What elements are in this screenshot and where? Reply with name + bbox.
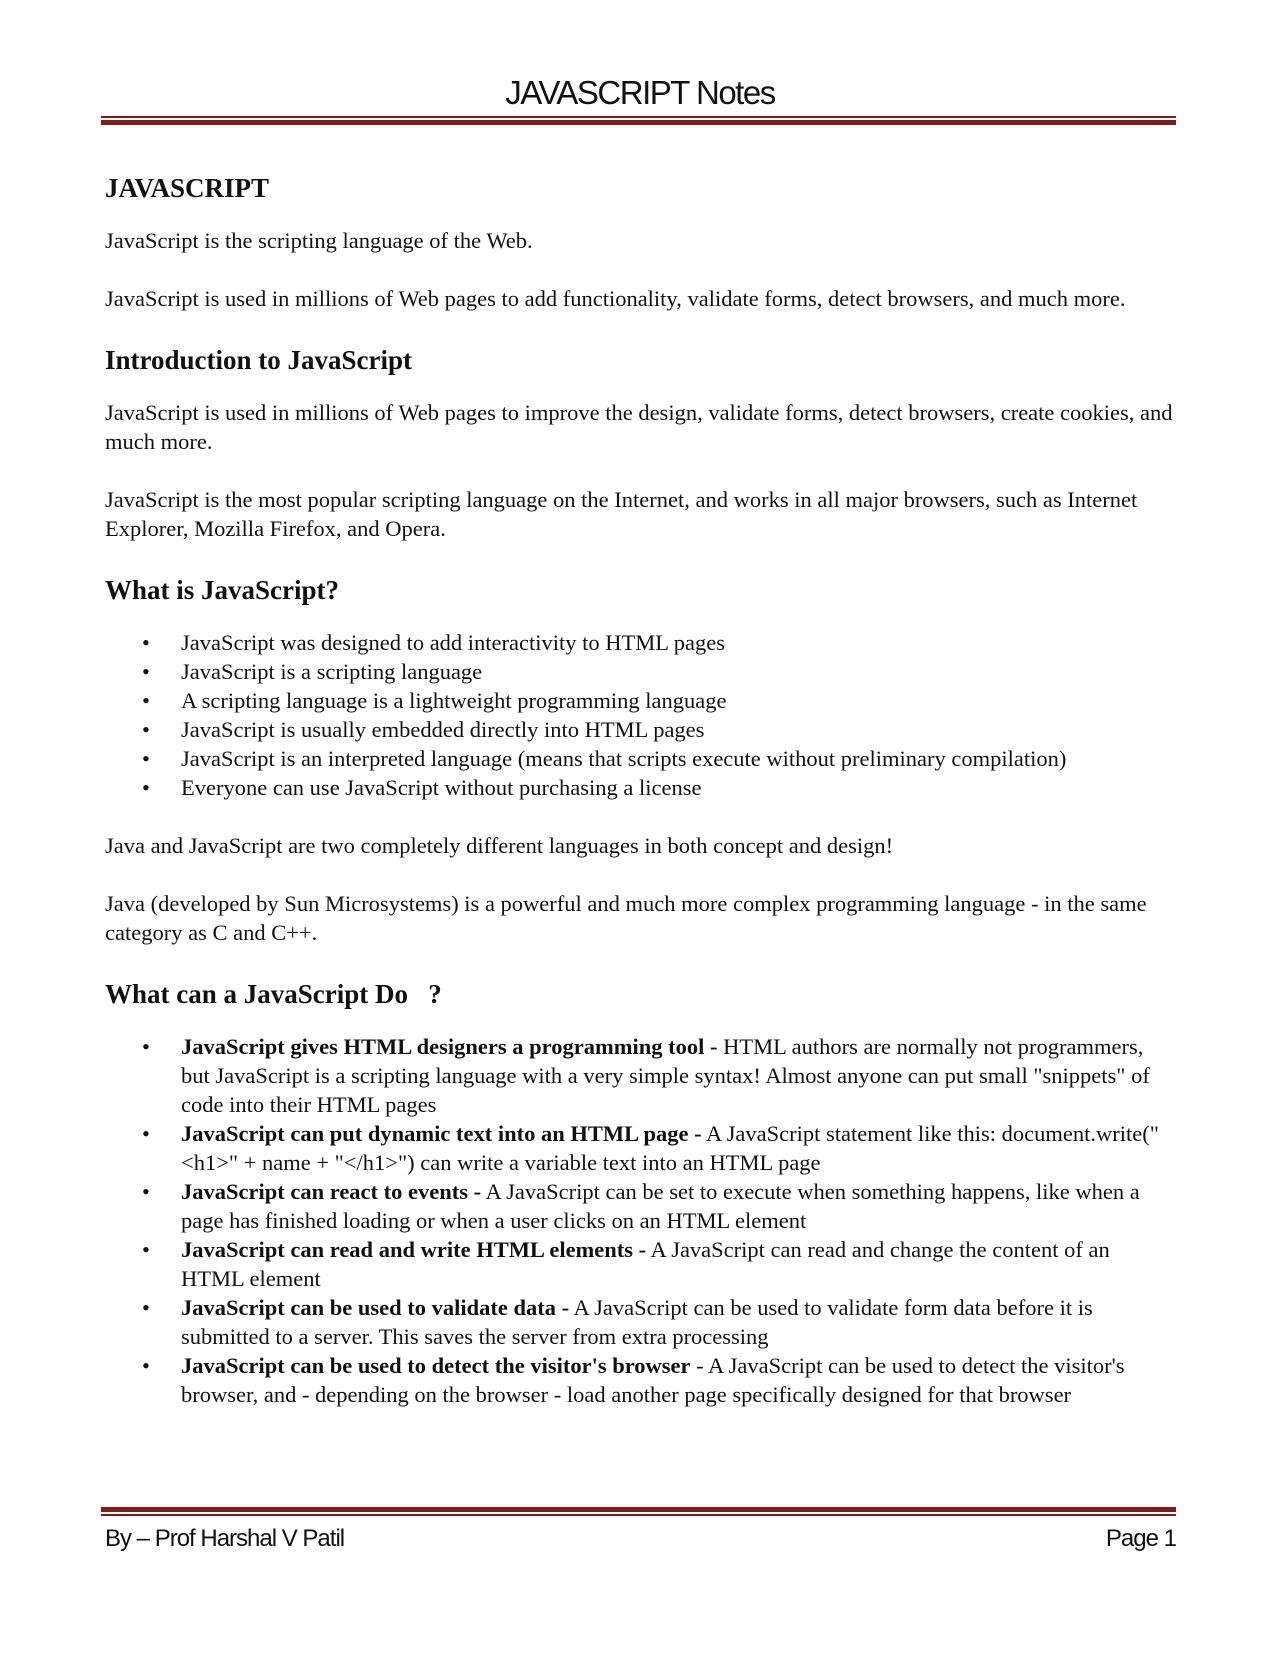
item-lead: JavaScript can put dynamic text into an HTML page - [181, 1121, 702, 1146]
list-item: • JavaScript is usually embedded directly into HTML pages [105, 715, 1177, 744]
list-item [105, 1177, 1177, 1235]
item-lead: JavaScript can react to events - [181, 1179, 482, 1204]
footer-page-number: Page 1 [1105, 1525, 1176, 1552]
section-heading-what-can: What can a JavaScript Do ? [105, 979, 442, 1009]
list-item: • JavaScript is a scripting language [105, 657, 1177, 686]
paragraph: Java (developed by Sun Microsystems) is a powerful and much more complex programming language - in the same category as C and C++. [105, 891, 1147, 945]
item-text: A JavaScript statement like this: document.write("<h1>" + name + "</h1>") can write a variable text into an HTML page [181, 1121, 1159, 1175]
list-item: • Everyone can use JavaScript without purchasing a license [105, 773, 1177, 802]
footer-rule [101, 1507, 1176, 1516]
list-item: • JavaScript is an interpreted language (means that scripts execute without preliminary compilation) [105, 744, 1177, 773]
item-text: - A JavaScript can be used to detect the visitor's browser, and - depending on the browser - load another page specifically designed for that browser [181, 1353, 1125, 1407]
list-item: • A scripting language is a lightweight programming language [105, 686, 1177, 715]
item-text: A JavaScript can read and change the content of an HTML element [181, 1237, 1110, 1291]
list-item [105, 1119, 1177, 1177]
page-content [105, 170, 1177, 1438]
item-text: HTML authors are normally not programmers, but JavaScript is a scripting language with a very simple syntax! Almost anyone can put small "snippets" of code into their HTML pages [181, 1034, 1150, 1117]
item-lead: JavaScript can be used to detect the visitor's browser [181, 1353, 691, 1378]
section-heading-what-is: What is JavaScript? [105, 575, 340, 605]
item-lead: JavaScript gives HTML designers a programming tool - [181, 1034, 718, 1059]
what-can-list [105, 1032, 1177, 1409]
header-rule [101, 116, 1176, 125]
list-item [105, 1235, 1177, 1293]
paragraph: JavaScript is the most popular scripting language on the Internet, and works in all major browsers, such as Internet Explorer, Mozilla Firefox, and Opera. [105, 487, 1138, 541]
item-lead: JavaScript can be used to validate data - [181, 1295, 570, 1320]
paragraph: JavaScript is used in millions of Web pages to add functionality, validate forms, detect browsers, and much more. [105, 286, 1126, 311]
list-item [105, 1032, 1177, 1119]
what-is-list [105, 628, 1177, 802]
page-header-title: JAVASCRIPT Notes [505, 74, 775, 111]
list-item [105, 1293, 1177, 1351]
paragraph: Java and JavaScript are two completely different languages in both concept and design! [105, 833, 894, 858]
section-heading-javascript: JAVASCRIPT [105, 173, 270, 203]
footer-author: By – Prof Harshal V Patil [105, 1525, 345, 1552]
item-lead: JavaScript can read and write HTML elements - [181, 1237, 647, 1262]
item-text: A JavaScript can be set to execute when something happens, like when a page has finished loading or when a user clicks on an HTML element [181, 1179, 1140, 1233]
item-text: A JavaScript can be used to validate form data before it is submitted to a server. This saves the server from extra processing [181, 1295, 1093, 1349]
list-item: • JavaScript was designed to add interactivity to HTML pages [105, 628, 1177, 657]
list-item [105, 1351, 1177, 1409]
paragraph: JavaScript is used in millions of Web pages to improve the design, validate forms, detect browsers, create cookies, and much more. [105, 400, 1173, 454]
section-heading-introduction: Introduction to JavaScript [105, 345, 413, 375]
paragraph: JavaScript is the scripting language of the Web. [105, 228, 533, 253]
